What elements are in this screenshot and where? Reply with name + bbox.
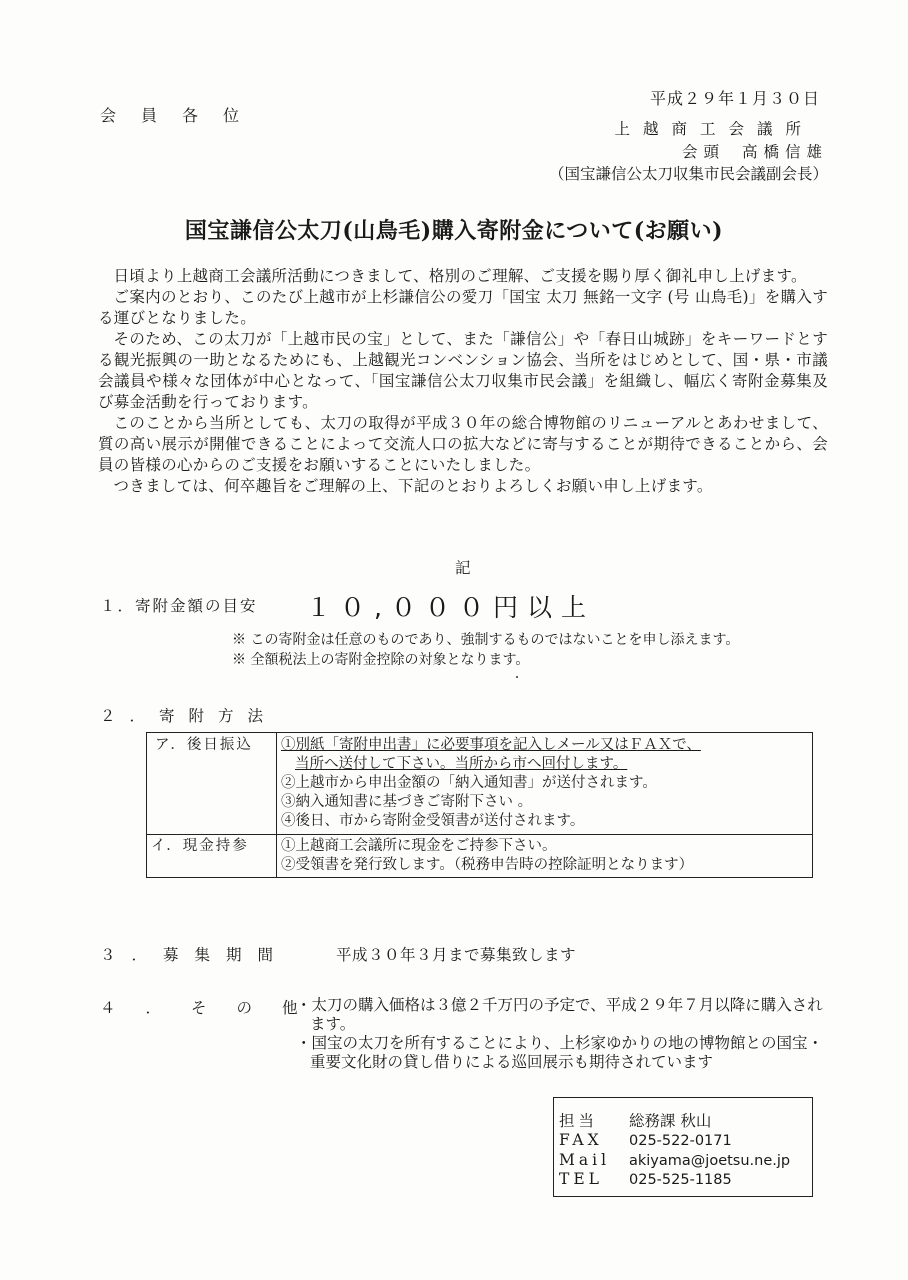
other-item: ・太刀の購入価格は３億２千万円の予定で、平成２９年７月以降に購入されます。	[296, 996, 823, 1033]
sender-organization: 上越商工会議所	[614, 120, 814, 138]
method-step: ②上越市から申出金額の「納入通知書」が送付されます。	[281, 775, 657, 791]
method-steps	[277, 835, 813, 878]
contact-charge-value: 総務課 秋山	[629, 1112, 712, 1130]
section3	[100, 943, 576, 965]
donation-amount: １０,０００円以上	[306, 593, 595, 622]
section1-notes	[232, 630, 739, 670]
contact-fax-row	[559, 1131, 732, 1149]
contact-tel-value: 025-525-1185	[629, 1172, 732, 1188]
paragraph: ご案内のとおり、このたび上越市が上杉謙信公の愛刀「国宝 太刀 無銘一文字 (号 山鳥毛)」を購入する運びとなりました。	[98, 288, 828, 327]
document-date: 平成２９年１月３０日	[650, 89, 821, 108]
sender-subtitle: （国宝謙信公太刀収集市民会議副会長）	[548, 165, 828, 183]
method-step: ④後日、市から寄附金受領書が送付されます。	[281, 813, 585, 829]
method-label: ア．後日振込	[147, 733, 277, 835]
contact-mail-label: Mail	[559, 1151, 611, 1169]
method-steps	[277, 733, 813, 835]
paragraph: そのため、この太刀が「上越市民の宝」として、また「謙信公」や「春日山城跡」をキーワードとする観光振興の一助となるためにも、上越観光コンベンション協会、当所をはじめとして、国・県・市議会議員や様々な団体が中心となって、「国宝謙信公太刀収集市民会議」を組織し、幅広く寄附金募集及び募金活動を行っております。	[98, 330, 828, 411]
body-text	[98, 266, 828, 497]
sender-role: 会頭	[682, 142, 726, 161]
method-step: 当所へ送付して下さい。当所から市へ回付します。	[295, 756, 628, 772]
contact-fax-label: FAX	[559, 1131, 603, 1149]
table-row	[147, 733, 813, 835]
ki-heading: 記	[455, 559, 471, 577]
contact-tel-row	[559, 1170, 732, 1188]
contact-box	[553, 1097, 813, 1197]
note: ※ この寄附金は任意のものであり、強制するものではないことを申し添えます。	[232, 632, 740, 648]
section3-label: ３．募集期間	[100, 946, 290, 964]
table-row	[147, 835, 813, 878]
section4-label: ４．その他	[100, 999, 328, 1017]
contact-tel-label: TEL	[559, 1170, 603, 1188]
section3-value: 平成３０年３月まで募集致します	[335, 946, 576, 964]
addressee: 会員各位	[100, 106, 265, 125]
contact-charge-row	[559, 1109, 711, 1131]
sender-name: 高橋信雄	[741, 142, 828, 161]
paragraph: 日頃より上越商工会議所活動につきまして、格別のご理解、ご支援を賜り厚く御礼申し上げます。	[113, 267, 807, 285]
contact-charge-label: 担当	[559, 1112, 599, 1130]
stray-mark	[516, 676, 518, 678]
contact-mail-value: akiyama@joetsu.ne.jp	[629, 1153, 791, 1169]
other-item: ・国宝の太刀を所有することにより、上杉家ゆかりの地の博物館との国宝・重要文化財の貸し借りによる巡回展示も期待されています	[296, 1034, 824, 1071]
method-step: ①上越商工会議所に現金をご持参下さい。	[281, 838, 557, 854]
note: ※ 全額税法上の寄附金控除の対象となります。	[232, 652, 530, 668]
sender-block	[549, 118, 828, 186]
contact-fax-value: 025-522-0171	[629, 1133, 732, 1149]
method-step: ②受領書を発行致します。（税務申告時の控除証明となります）	[281, 857, 694, 873]
contact-mail-row	[559, 1151, 790, 1169]
section1-label: １．寄附金額の目安	[100, 597, 258, 615]
sender-person-line	[549, 141, 828, 164]
method-step: ③納入通知書に基づきご寄附下さい 。	[281, 794, 533, 810]
method-label: イ．現金持参	[147, 835, 277, 878]
section2-label: ２．寄附方法	[100, 707, 278, 725]
donation-method-table	[146, 732, 813, 878]
document-title: 国宝謙信公太刀(山鳥毛)購入寄附金について(お願い)	[184, 218, 724, 244]
method-step: ①別紙「寄附申出書」に必要事項を記入しメール又はＦＡＸで、	[281, 737, 701, 753]
section4-items	[296, 996, 836, 1072]
paragraph: つきましては、何卒趣旨をご理解の上、下記のとおりよろしくお願い申し上げます。	[113, 477, 713, 495]
paragraph: このことから当所としても、太刀の取得が平成３０年の総合博物館のリニューアルとあわせまして、質の高い展示が開催できることによって交流人口の拡大などに寄与することが期待できることから、会員の皆様の心からのご支援をお願いすることにいたしました。	[98, 414, 828, 474]
